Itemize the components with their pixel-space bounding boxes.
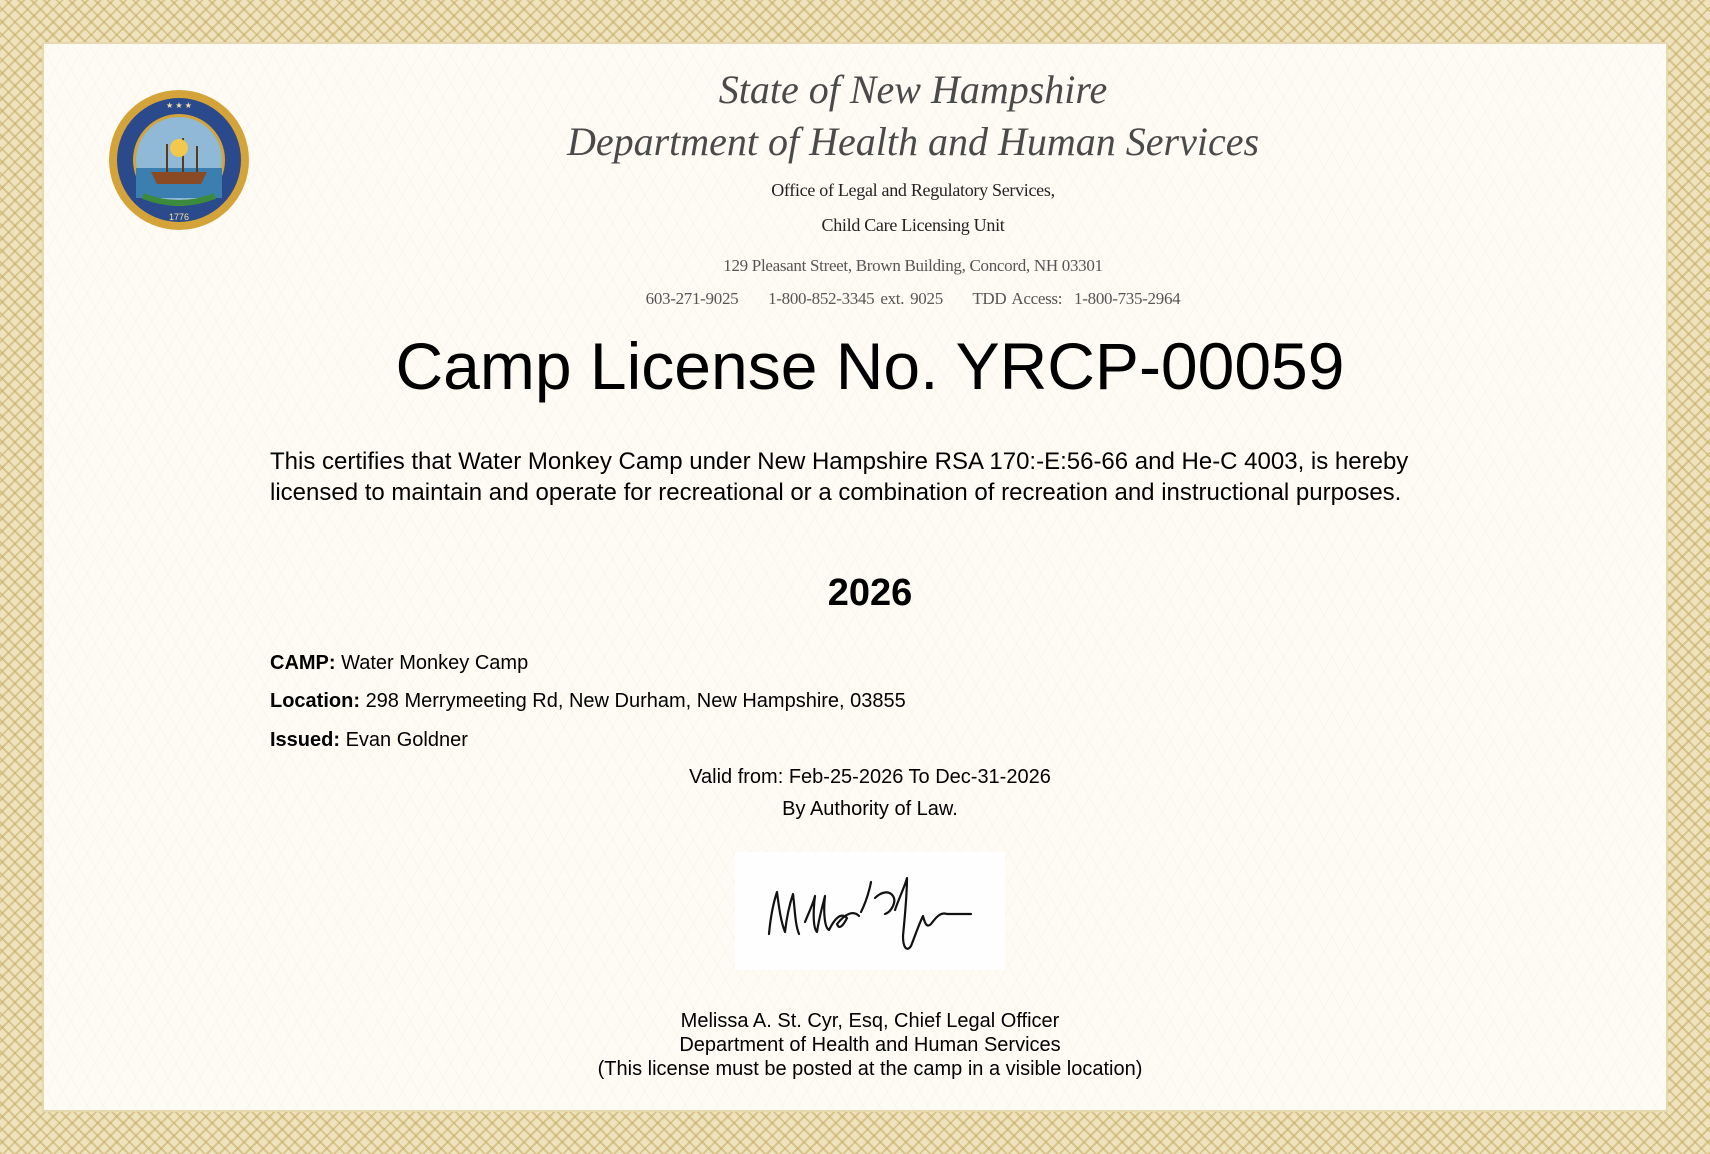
- address-line: 129 Pleasant Street, Brown Building, Concord, NH 03301: [723, 256, 1103, 275]
- license-title: Camp License No. YRCP-00059: [395, 329, 1345, 403]
- camp-field: [270, 652, 528, 675]
- office-line: Office of Legal and Regulatory Services,: [771, 180, 1055, 200]
- location-label: Location:: [270, 690, 360, 712]
- department-heading: Department of Health and Human Services: [566, 119, 1260, 164]
- signer-name: Melissa A. St. Cyr, Esq, Chief Legal Officer: [680, 1010, 1060, 1032]
- state-heading: State of New Hampshire: [718, 67, 1108, 112]
- certification-text: This certifies that Water Monkey Camp under New Hampshire RSA 170:-E:56-66 and He-C 4003, is hereby licensed to maintain and operate for recreational or a combination of recreation and instructional purposes.: [270, 448, 1409, 506]
- svg-text:★ ★ ★: ★ ★ ★: [166, 101, 192, 110]
- signer-department: Department of Health and Human Services: [679, 1034, 1061, 1056]
- validity-dates: Valid from: Feb-25-2026 To Dec-31-2026: [689, 766, 1051, 788]
- location-value: 298 Merrymeeting Rd, New Durham, New Hampshire, 03855: [365, 690, 906, 712]
- camp-label: CAMP:: [270, 652, 336, 674]
- license-year: 2026: [827, 572, 913, 614]
- camp-value: Water Monkey Camp: [341, 652, 529, 674]
- svg-text:1776: 1776: [168, 212, 190, 222]
- signature-icon: [735, 852, 1005, 970]
- authority-line: By Authority of Law.: [782, 798, 958, 820]
- location-field: [270, 690, 906, 713]
- issued-value: Evan Goldner: [345, 729, 468, 751]
- phones-line: 603-271-9025 1-800-852-3345 ext. 9025 TDD Access: 1-800-735-2964: [645, 289, 1181, 308]
- unit-line: Child Care Licensing Unit: [821, 215, 1005, 235]
- issued-field: [270, 729, 468, 752]
- posting-notice: (This license must be posted at the camp in a visible location): [597, 1058, 1143, 1080]
- issued-label: Issued:: [270, 729, 341, 751]
